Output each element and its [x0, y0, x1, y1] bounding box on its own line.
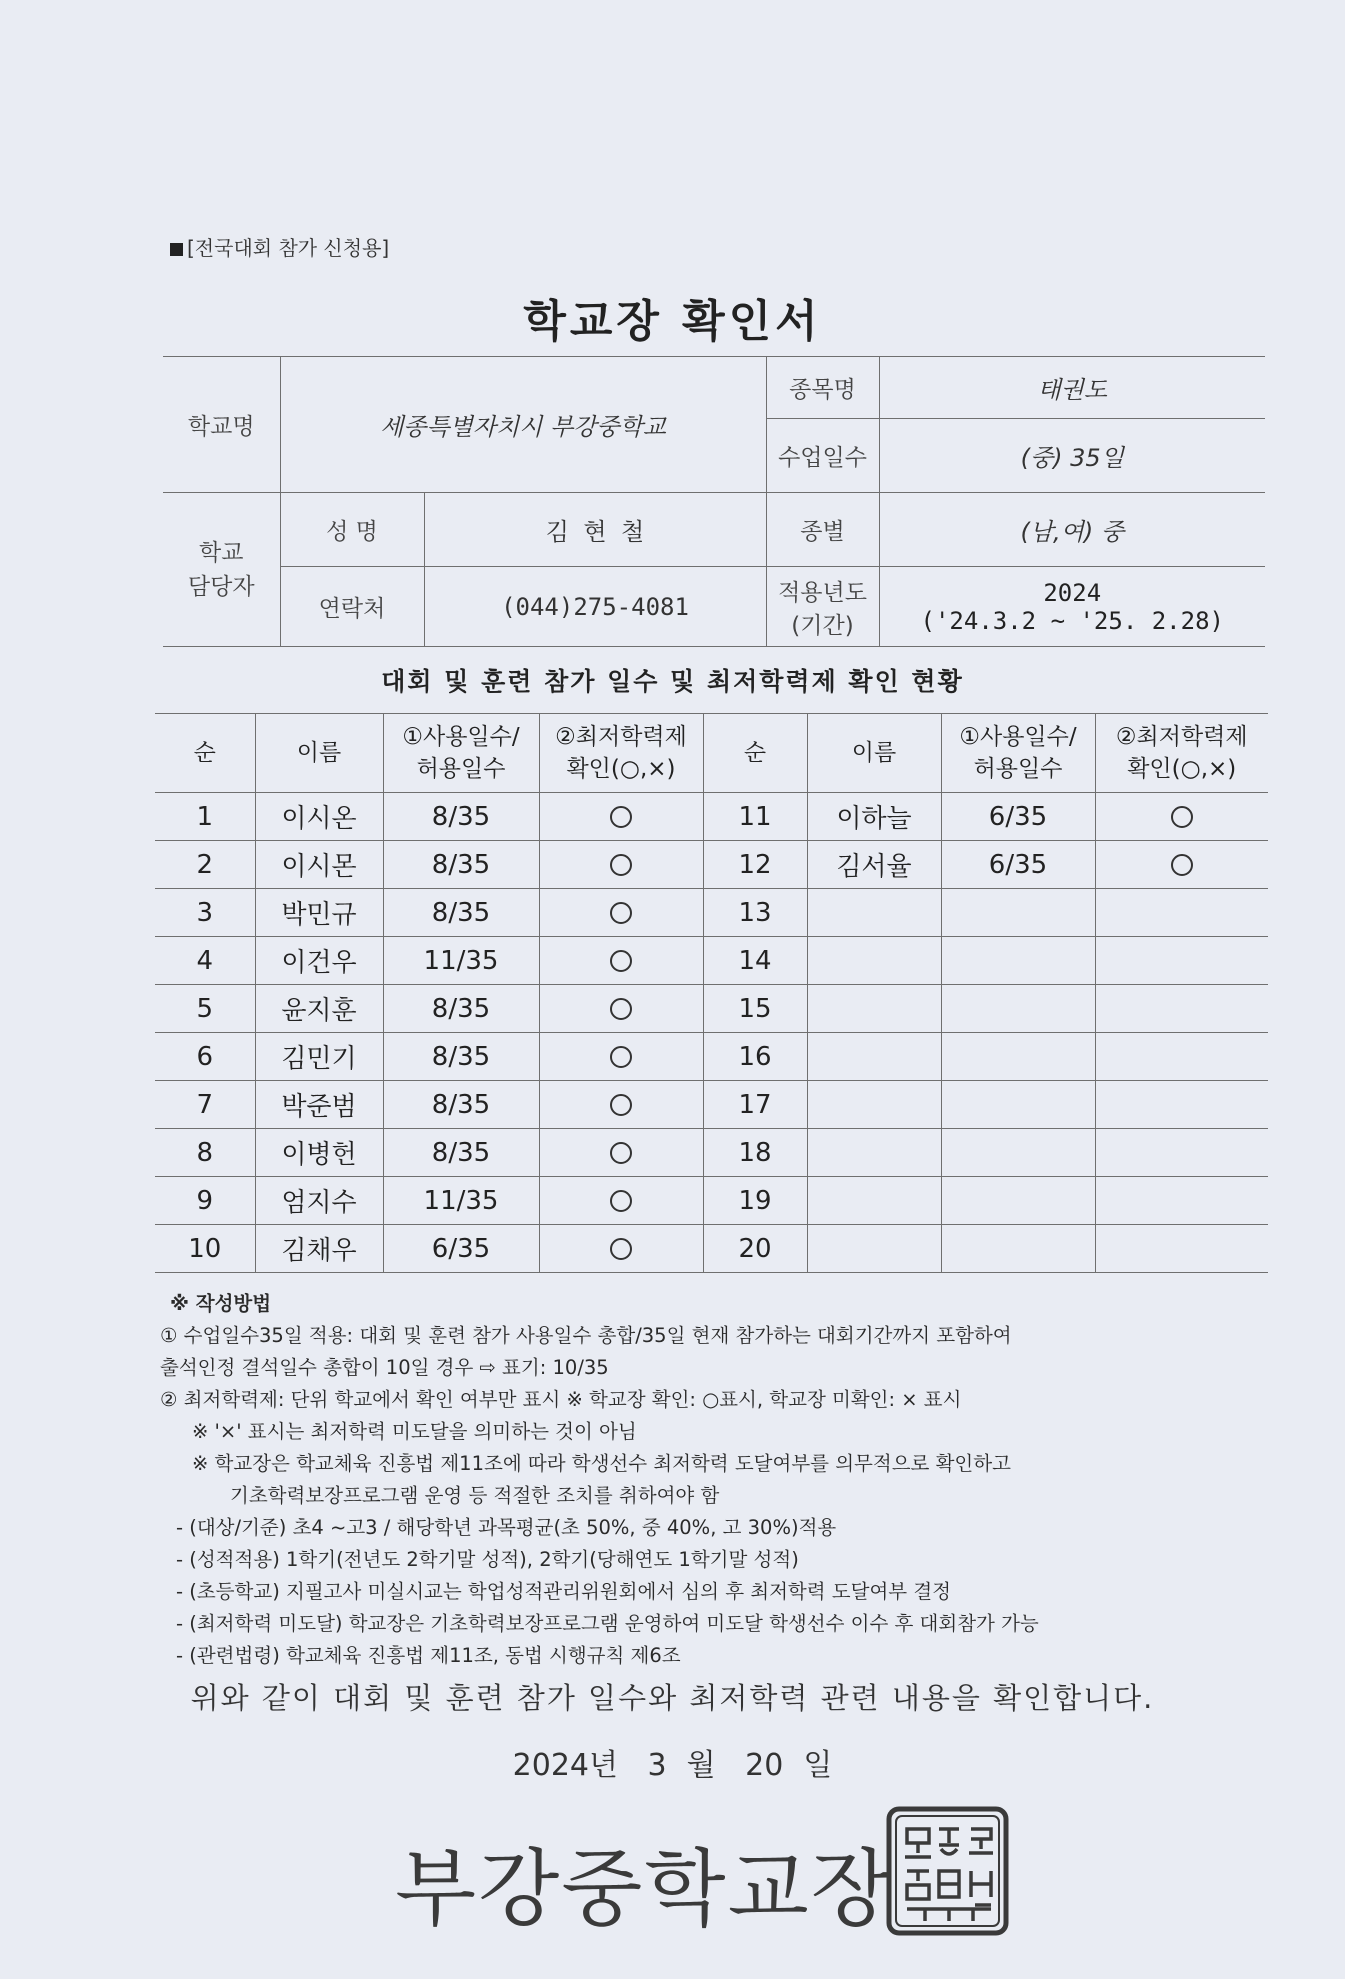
row-no-right: 18 — [703, 1129, 807, 1177]
phone-label: 연락처 — [280, 567, 424, 647]
note-dash-1: - (대상/기준) 초4 ~고3 / 해당학년 과목평균(초 50%, 중 40%, 고 30%)적용 — [176, 1516, 837, 1539]
roster-subtitle: 대회 및 훈련 참가 일수 및 최저학력제 확인 현황 — [381, 667, 964, 696]
row-days: 8/35 — [383, 1081, 539, 1129]
row-name-right: 이하늘 — [807, 793, 941, 841]
row-no-right: 20 — [703, 1225, 807, 1273]
row-no-right: 17 — [703, 1081, 807, 1129]
row-days-right — [941, 1225, 1095, 1273]
row-name: 김채우 — [255, 1225, 383, 1273]
row-check — [539, 937, 703, 985]
row-days: 11/35 — [383, 937, 539, 985]
header-days-line1: ①사용일수/ — [402, 724, 520, 750]
row-days-right — [941, 1033, 1095, 1081]
header-check-line1: ②최저학력제 — [555, 724, 687, 750]
confirmed-circle-icon — [610, 1142, 632, 1164]
table-row — [155, 841, 1268, 889]
table-row — [155, 985, 1268, 1033]
header-days-line2: 허용일수 — [416, 756, 506, 782]
note-dash-2: - (성적적용) 1학기(전년도 2학기말 성적), 2학기(당해연도 1학기말 성적) — [176, 1548, 799, 1571]
row-days: 8/35 — [383, 793, 539, 841]
row-no-right: 15 — [703, 985, 807, 1033]
row-no-right: 12 — [703, 841, 807, 889]
row-days: 8/35 — [383, 841, 539, 889]
row-days: 6/35 — [383, 1225, 539, 1273]
row-check-right — [1095, 889, 1268, 937]
header-check — [539, 714, 703, 793]
square-bullet-icon — [170, 243, 183, 256]
row-days: 8/35 — [383, 1033, 539, 1081]
row-check — [539, 1225, 703, 1273]
note-dash-5: - (관련법령) 학교체육 진흥법 제11조, 동법 시행규칙 제6조 — [176, 1644, 681, 1667]
date-day: 20 — [745, 1748, 784, 1783]
header-days-right-line1: ①사용일수/ — [959, 724, 1077, 750]
date-month: 3 — [647, 1748, 667, 1783]
confirmed-circle-icon — [610, 998, 632, 1020]
note-1a: ① 수업일수35일 적용: 대회 및 훈련 참가 사용일수 총합/35일 현재 참가하는 대회기간까지 포함하여 — [160, 1324, 1012, 1347]
row-check — [539, 889, 703, 937]
row-check — [539, 793, 703, 841]
row-no-right: 13 — [703, 889, 807, 937]
header-days-right — [941, 714, 1095, 793]
row-name: 박민규 — [255, 889, 383, 937]
row-name: 이시온 — [255, 793, 383, 841]
row-name-right — [807, 889, 941, 937]
row-name-right: 김서율 — [807, 841, 941, 889]
row-check-right — [1095, 1225, 1268, 1273]
confirmed-circle-icon — [610, 950, 632, 972]
table-row — [155, 1225, 1268, 1273]
header-days-right-line2: 허용일수 — [973, 756, 1063, 782]
row-days-right: 6/35 — [941, 841, 1095, 889]
form-type-tag — [170, 232, 389, 261]
row-check-right — [1095, 1177, 1268, 1225]
issue-date — [0, 1740, 1345, 1784]
name-label: 성 명 — [280, 493, 424, 567]
row-name: 김민기 — [255, 1033, 383, 1081]
row-check-right — [1095, 793, 1268, 841]
period-value: ('24.3.2 ~ '25. 2.28) — [920, 606, 1224, 635]
note-dash-3: - (초등학교) 지필고사 미실시교는 학업성적관리위원회에서 심의 후 최저학력 도달여부 결정 — [176, 1580, 952, 1603]
row-no-right: 11 — [703, 793, 807, 841]
row-no: 10 — [155, 1225, 255, 1273]
header-check-right-line2: 확인(○,×) — [1127, 756, 1237, 782]
row-check — [539, 1129, 703, 1177]
official-seal-icon — [885, 1805, 1010, 1937]
event-label: 종목명 — [766, 357, 879, 419]
row-name: 이시몬 — [255, 841, 383, 889]
header-check-right-line1: ②최저학력제 — [1115, 724, 1248, 750]
table-row — [155, 1033, 1268, 1081]
row-no-right: 19 — [703, 1177, 807, 1225]
row-days: 11/35 — [383, 1177, 539, 1225]
year-value-cell — [879, 567, 1265, 647]
header-name-right: 이름 — [807, 714, 941, 793]
days-label: 수업일수 — [766, 419, 879, 493]
confirmed-circle-icon — [1171, 806, 1193, 828]
row-no: 3 — [155, 889, 255, 937]
table-row — [155, 793, 1268, 841]
table-row — [155, 937, 1268, 985]
note-dash-4: - (최저학력 미도달) 학교장은 기초학력보장프로그램 운영하여 미도달 학생선수 이수 후 대회참가 가능 — [176, 1612, 1039, 1635]
notes-heading: ※ 작성방법 — [170, 1292, 272, 1315]
days-value: (중) 35일 — [879, 419, 1265, 493]
note-3: ※ '×' 표시는 최저학력 미도달을 의미하는 것이 아님 — [192, 1420, 637, 1443]
row-no: 1 — [155, 793, 255, 841]
year-label — [766, 567, 879, 647]
row-check-right — [1095, 937, 1268, 985]
row-name: 박준범 — [255, 1081, 383, 1129]
event-value: 태권도 — [879, 357, 1265, 419]
row-no-right: 14 — [703, 937, 807, 985]
confirmed-circle-icon — [610, 806, 632, 828]
header-no: 순 — [155, 714, 255, 793]
row-name-right — [807, 1081, 941, 1129]
row-name-right — [807, 937, 941, 985]
contact-group-label — [163, 493, 280, 647]
principal-title: 부강중학교장 — [395, 1840, 894, 1938]
confirmed-circle-icon — [610, 902, 632, 924]
row-no: 7 — [155, 1081, 255, 1129]
note-4a: ※ 학교장은 학교체육 진흥법 제11조에 따라 학생선수 최저학력 도달여부를 의무적으로 확인하고 — [192, 1452, 1011, 1475]
confirmed-circle-icon — [610, 854, 632, 876]
row-name: 이병헌 — [255, 1129, 383, 1177]
date-year: 2024년 — [512, 1748, 618, 1783]
row-check — [539, 841, 703, 889]
year-label-line2: (기간) — [791, 612, 854, 639]
confirmation-statement: 위와 같이 대회 및 훈련 참가 일수와 최저학력 관련 내용을 확인합니다. — [190, 1681, 1155, 1715]
row-check — [539, 1081, 703, 1129]
header-check-line2: 확인(○,×) — [566, 756, 676, 782]
table-row — [155, 1081, 1268, 1129]
school-label: 학교명 — [163, 357, 280, 493]
note-1b: 출석인정 결석일수 총합이 10일 경우 ⇨ 표기: 10/35 — [160, 1356, 609, 1379]
row-name: 윤지훈 — [255, 985, 383, 1033]
table-row — [155, 889, 1268, 937]
table-row — [155, 1177, 1268, 1225]
header-no-right: 순 — [703, 714, 807, 793]
row-check-right — [1095, 1081, 1268, 1129]
row-no: 5 — [155, 985, 255, 1033]
header-name: 이름 — [255, 714, 383, 793]
row-days-right — [941, 1177, 1095, 1225]
year-label-line1: 적용년도 — [778, 579, 867, 606]
school-value: 세종특별자치시 부강중학교 — [280, 357, 766, 493]
row-no: 6 — [155, 1033, 255, 1081]
name-value: 김 현 철 — [424, 493, 766, 567]
date-month-unit: 월 — [686, 1748, 716, 1783]
confirmed-circle-icon — [610, 1094, 632, 1116]
row-name-right — [807, 1177, 941, 1225]
instructions — [160, 1288, 1270, 1672]
year-value: 2024 — [1043, 578, 1102, 607]
category-label: 종별 — [766, 493, 879, 567]
note-4b: 기초학력보장프로그램 운영 등 적절한 조치를 취하여야 함 — [230, 1484, 720, 1507]
row-no: 9 — [155, 1177, 255, 1225]
row-days-right — [941, 937, 1095, 985]
row-days-right: 6/35 — [941, 793, 1095, 841]
row-no: 2 — [155, 841, 255, 889]
row-days: 8/35 — [383, 985, 539, 1033]
row-name-right — [807, 985, 941, 1033]
row-days-right — [941, 1081, 1095, 1129]
header-check-right — [1095, 714, 1268, 793]
row-check-right — [1095, 1129, 1268, 1177]
row-check-right — [1095, 985, 1268, 1033]
row-check-right — [1095, 1033, 1268, 1081]
school-info-table — [163, 356, 1265, 647]
contact-group-text: 학교 담당자 — [187, 539, 255, 600]
category-value: (남,여) 중 — [879, 493, 1265, 567]
row-no-right: 16 — [703, 1033, 807, 1081]
row-days: 8/35 — [383, 1129, 539, 1177]
header-days — [383, 714, 539, 793]
form-type-text: [전국대회 참가 신청용] — [187, 236, 390, 260]
row-name: 이건우 — [255, 937, 383, 985]
note-2: ② 최저학력제: 단위 학교에서 확인 여부만 표시 ※ 학교장 확인: ○표시, 학교장 미확인: × 표시 — [160, 1388, 962, 1411]
row-check — [539, 985, 703, 1033]
row-days: 8/35 — [383, 889, 539, 937]
row-name-right — [807, 1129, 941, 1177]
row-check — [539, 1177, 703, 1225]
date-day-unit: 일 — [803, 1748, 833, 1783]
row-name-right — [807, 1033, 941, 1081]
row-days-right — [941, 1129, 1095, 1177]
phone-value: (044)275-4081 — [424, 567, 766, 647]
row-days-right — [941, 889, 1095, 937]
row-check — [539, 1033, 703, 1081]
confirmed-circle-icon — [1171, 854, 1193, 876]
confirmed-circle-icon — [610, 1046, 632, 1068]
confirmed-circle-icon — [610, 1238, 632, 1260]
roster-table — [155, 713, 1268, 1273]
row-no: 8 — [155, 1129, 255, 1177]
row-check-right — [1095, 841, 1268, 889]
row-no: 4 — [155, 937, 255, 985]
row-days-right — [941, 985, 1095, 1033]
confirmed-circle-icon — [610, 1190, 632, 1212]
document-title: 학교장 확인서 — [523, 296, 822, 347]
row-name: 엄지수 — [255, 1177, 383, 1225]
row-name-right — [807, 1225, 941, 1273]
table-row — [155, 1129, 1268, 1177]
